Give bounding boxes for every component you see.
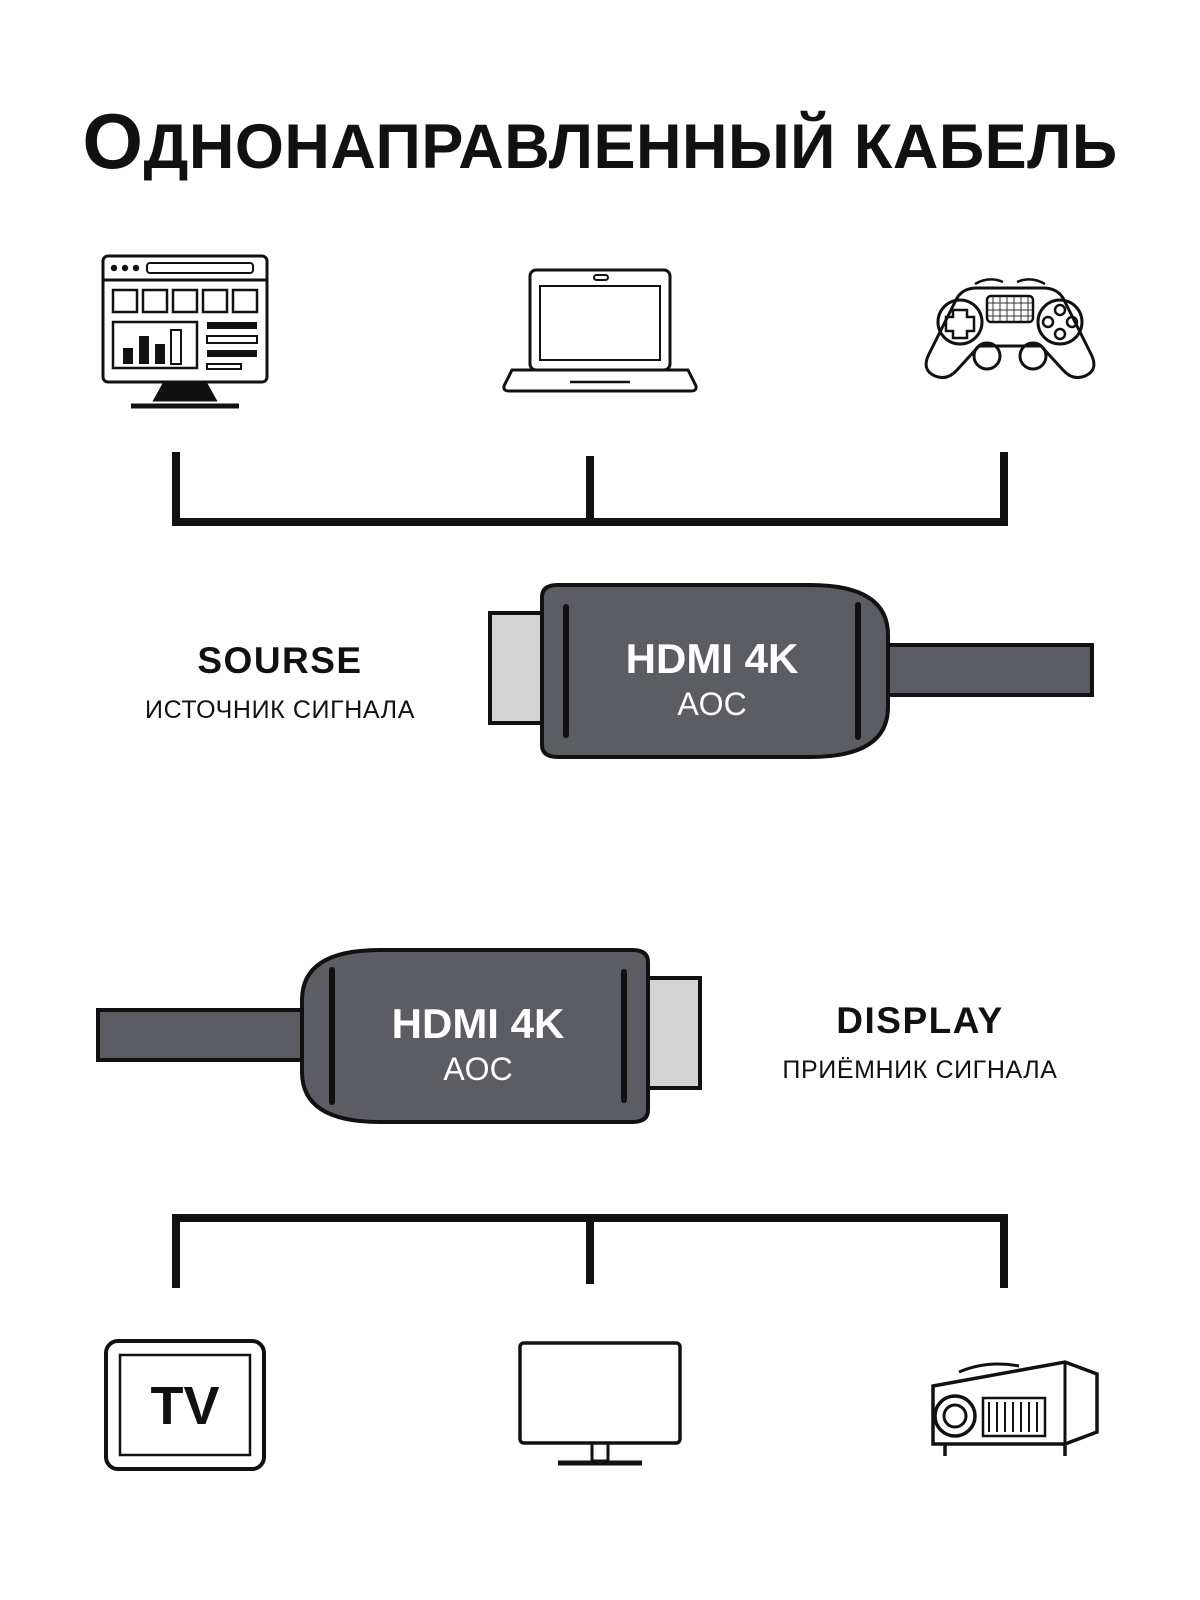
gamepad-icon <box>915 270 1105 390</box>
desktop-monitor-icon <box>95 248 275 413</box>
device-desktop-monitor <box>85 245 285 415</box>
display-label-main: DISPLAY <box>836 1000 1004 1041</box>
display-connector-subtitle: AOC <box>443 1051 513 1087</box>
display-label-sub: ПРИЁМНИК СИГНАЛА <box>782 1056 1058 1084</box>
device-gamepad <box>910 245 1110 415</box>
page-title-first-letter: О <box>82 97 144 185</box>
source-connector-subtitle: AOC <box>677 686 747 722</box>
display-monitor-icon <box>510 1335 690 1475</box>
device-display-monitor <box>500 1320 700 1490</box>
source-label-sub: ИСТОЧНИК СИГНАЛА <box>145 696 415 724</box>
source-connector <box>480 575 1100 800</box>
display-bracket <box>170 1212 1010 1290</box>
source-label-main: SOURSE <box>197 640 363 681</box>
hdmi-connector-display-icon <box>90 940 710 1160</box>
source-connector-title: HDMI 4K <box>625 635 799 682</box>
device-tv <box>85 1320 285 1490</box>
device-laptop <box>500 245 700 415</box>
tv-box-icon <box>100 1335 270 1475</box>
page-title-rest: ДНОНАПРАВЛЕННЫЙ КАБЕЛЬ <box>143 112 1118 182</box>
tv-label: TV <box>150 1376 220 1436</box>
display-connector <box>90 940 710 1165</box>
source-label-group <box>70 640 490 725</box>
display-label-group <box>710 1000 1130 1085</box>
laptop-icon <box>500 260 700 400</box>
device-projector <box>910 1320 1110 1490</box>
source-bracket <box>170 450 1010 528</box>
projector-icon <box>915 1340 1105 1470</box>
display-connector-title: HDMI 4K <box>391 1000 565 1047</box>
display-device-row <box>0 1320 1200 1490</box>
page-title <box>0 96 1200 187</box>
source-device-row <box>0 245 1200 415</box>
bracket-up-icon <box>170 1212 1010 1290</box>
bracket-down-icon <box>170 450 1010 528</box>
hdmi-connector-source-icon <box>480 575 1100 795</box>
